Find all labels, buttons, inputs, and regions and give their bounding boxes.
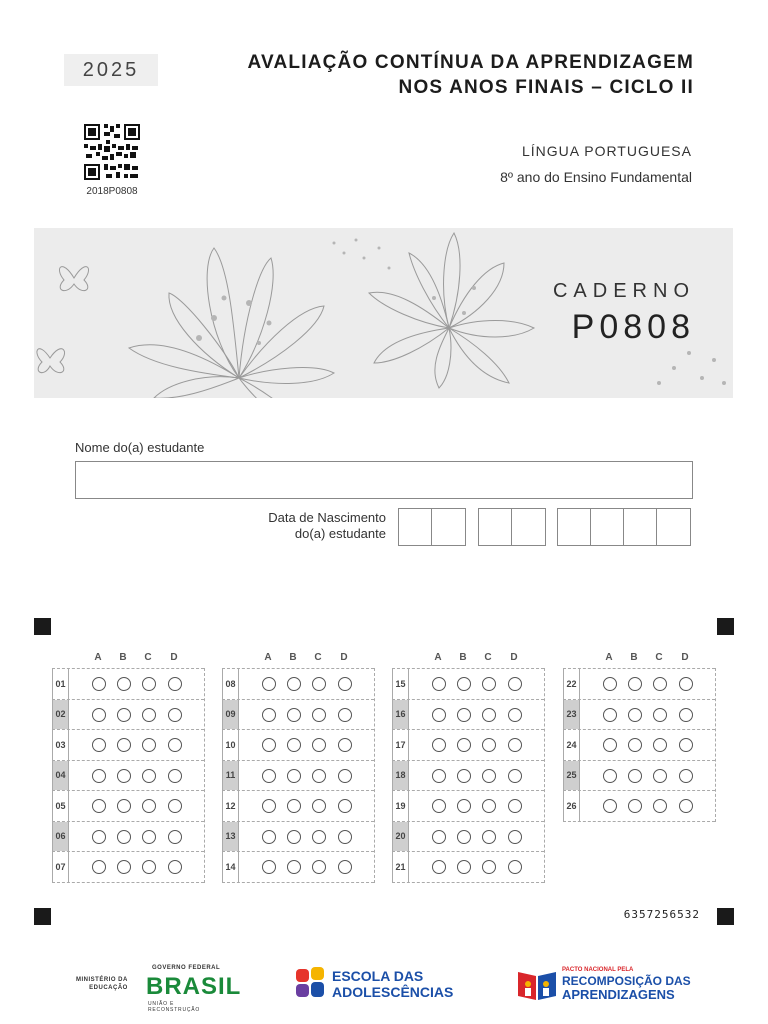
- answer-bubble[interactable]: [262, 677, 276, 691]
- answer-bubble[interactable]: [679, 769, 693, 783]
- answer-bubble[interactable]: [117, 708, 131, 722]
- question-number: 21: [392, 852, 409, 882]
- answer-bubble[interactable]: [457, 738, 471, 752]
- answer-bubble[interactable]: [312, 830, 326, 844]
- answer-bubble[interactable]: [628, 738, 642, 752]
- answer-bubble[interactable]: [457, 799, 471, 813]
- option-letter: B: [630, 652, 638, 663]
- answer-row: [222, 730, 374, 761]
- mec-line2: EDUCAÇÃO: [89, 985, 128, 991]
- answer-row: [222, 700, 374, 731]
- answer-bubble[interactable]: [482, 799, 496, 813]
- answer-bubble[interactable]: [142, 677, 156, 691]
- question-number: 17: [392, 730, 409, 760]
- answer-row: [563, 730, 715, 761]
- answer-rows: [392, 668, 545, 883]
- question-number: 02: [52, 700, 69, 730]
- answer-row: [222, 791, 374, 822]
- option-letter: D: [340, 652, 348, 663]
- option-letter: C: [144, 652, 152, 663]
- exam-title-line1: AVALIAÇÃO CONTÍNUA DA APRENDIZAGEM: [247, 52, 694, 73]
- birthdate-label-line1: Data de Nascimento: [268, 510, 386, 525]
- answer-bubble[interactable]: [482, 830, 496, 844]
- answer-bubble[interactable]: [432, 830, 446, 844]
- answer-bubble[interactable]: [603, 769, 617, 783]
- birthdate-digit-box[interactable]: [399, 509, 432, 545]
- answer-column: [563, 650, 716, 822]
- answer-row: [563, 700, 715, 731]
- answer-row: [563, 761, 715, 792]
- answer-bubble[interactable]: [262, 769, 276, 783]
- answer-bubble[interactable]: [287, 799, 301, 813]
- answer-row: [392, 761, 544, 792]
- butterfly-icon: [59, 267, 88, 291]
- answer-bubble[interactable]: [92, 708, 106, 722]
- mec-line1: MINISTÉRIO DA: [76, 977, 128, 983]
- pacto-logo-icon: [516, 968, 558, 1002]
- answer-row: [52, 791, 204, 822]
- answer-bubble[interactable]: [262, 830, 276, 844]
- answer-bubble[interactable]: [457, 830, 471, 844]
- answer-bubble[interactable]: [117, 860, 131, 874]
- answer-bubble[interactable]: [628, 769, 642, 783]
- exam-title: [248, 50, 694, 100]
- question-number: 12: [222, 791, 239, 821]
- escola-line1: ESCOLA DAS: [332, 968, 424, 984]
- answer-bubble[interactable]: [457, 708, 471, 722]
- birthdate-digit-box[interactable]: [479, 509, 512, 545]
- answer-bubble[interactable]: [92, 738, 106, 752]
- answer-column: [222, 650, 375, 883]
- year-badge: 2025: [64, 54, 158, 86]
- option-header: [563, 650, 716, 668]
- answer-column: [392, 650, 545, 883]
- question-number: 22: [563, 669, 580, 699]
- answer-bubble[interactable]: [168, 677, 182, 691]
- birthdate-day-field[interactable]: [398, 508, 466, 546]
- option-header: [52, 650, 205, 668]
- birthdate-digit-box[interactable]: [432, 509, 465, 545]
- question-number: 15: [392, 669, 409, 699]
- alignment-marker: [34, 618, 51, 635]
- question-number: 07: [52, 852, 69, 882]
- answer-bubble[interactable]: [653, 769, 667, 783]
- answer-bubble[interactable]: [338, 860, 352, 874]
- answer-row: [222, 668, 374, 700]
- answer-bubble[interactable]: [312, 799, 326, 813]
- answer-bubble[interactable]: [262, 738, 276, 752]
- governo-federal-logo: [142, 965, 242, 1013]
- option-letter: A: [264, 652, 272, 663]
- answer-bubble[interactable]: [142, 860, 156, 874]
- student-name-field[interactable]: [75, 461, 693, 499]
- option-letter: A: [605, 652, 613, 663]
- answer-row: [392, 852, 544, 883]
- question-number: 06: [52, 822, 69, 852]
- answer-bubble[interactable]: [432, 708, 446, 722]
- answer-row: [392, 700, 544, 731]
- answer-bubble[interactable]: [262, 799, 276, 813]
- birthdate-digit-box[interactable]: [591, 509, 624, 545]
- answer-bubble[interactable]: [338, 738, 352, 752]
- question-number: 01: [52, 669, 69, 699]
- option-letter: B: [289, 652, 297, 663]
- answer-bubble[interactable]: [508, 769, 522, 783]
- answer-bubble[interactable]: [432, 677, 446, 691]
- answer-bubble[interactable]: [432, 769, 446, 783]
- answer-bubble[interactable]: [142, 799, 156, 813]
- answer-bubble[interactable]: [457, 677, 471, 691]
- answer-row: [52, 761, 204, 792]
- option-letter: C: [314, 652, 322, 663]
- birthdate-label-line2: do(a) estudante: [294, 526, 386, 541]
- answer-bubble[interactable]: [168, 830, 182, 844]
- answer-row: [392, 822, 544, 853]
- option-header: [222, 650, 375, 668]
- question-number: 11: [222, 761, 239, 791]
- answer-bubble[interactable]: [287, 860, 301, 874]
- answer-bubble[interactable]: [338, 830, 352, 844]
- answer-row: [52, 668, 204, 700]
- answer-bubble[interactable]: [653, 738, 667, 752]
- birthdate-digit-box[interactable]: [657, 509, 690, 545]
- question-number: 26: [563, 791, 580, 821]
- question-number: 03: [52, 730, 69, 760]
- option-letter: C: [484, 652, 492, 663]
- answer-bubble[interactable]: [287, 708, 301, 722]
- question-number: 25: [563, 761, 580, 791]
- butterfly-icon: [37, 349, 65, 373]
- answer-bubble[interactable]: [262, 860, 276, 874]
- grade-label: 8º ano do Ensino Fundamental: [500, 169, 692, 185]
- answer-row: [392, 668, 544, 700]
- pacto-line3: APRENDIZAGENS: [562, 987, 675, 1002]
- answer-bubble[interactable]: [338, 769, 352, 783]
- answer-bubble[interactable]: [92, 769, 106, 783]
- answer-bubble[interactable]: [287, 677, 301, 691]
- answer-rows: [222, 668, 375, 883]
- answer-bubble[interactable]: [312, 860, 326, 874]
- answer-bubble[interactable]: [628, 799, 642, 813]
- answer-bubble[interactable]: [92, 677, 106, 691]
- answer-rows: [52, 668, 205, 883]
- question-number: 09: [222, 700, 239, 730]
- answer-bubble[interactable]: [287, 769, 301, 783]
- answer-row: [52, 822, 204, 853]
- answer-row: [52, 700, 204, 731]
- answer-bubble[interactable]: [338, 799, 352, 813]
- mec-logo: [76, 976, 128, 992]
- answer-row: [222, 822, 374, 853]
- answer-bubble[interactable]: [653, 708, 667, 722]
- birthdate-month-field[interactable]: [478, 508, 546, 546]
- birthdate-digit-box[interactable]: [512, 509, 545, 545]
- question-number: 08: [222, 669, 239, 699]
- caderno-label: CADERNO: [552, 280, 695, 302]
- answer-row: [392, 791, 544, 822]
- answer-bubble[interactable]: [142, 769, 156, 783]
- gov-line1: GOVERNO FEDERAL: [152, 965, 221, 971]
- answer-bubble[interactable]: [117, 769, 131, 783]
- birthdate-year-field[interactable]: [557, 508, 691, 546]
- answer-bubble[interactable]: [432, 738, 446, 752]
- answer-bubble[interactable]: [117, 830, 131, 844]
- question-number: 18: [392, 761, 409, 791]
- pacto-line1: PACTO NACIONAL PELA: [562, 967, 634, 973]
- answer-row: [52, 730, 204, 761]
- answer-bubble[interactable]: [628, 677, 642, 691]
- answer-bubble[interactable]: [142, 738, 156, 752]
- birthdate-label: [268, 510, 386, 542]
- answer-row: [392, 730, 544, 761]
- exam-title-line2: NOS ANOS FINAIS – CICLO II: [398, 77, 694, 98]
- answer-row: [563, 791, 715, 822]
- subject-label: LÍNGUA PORTUGUESA: [521, 143, 692, 159]
- option-letter: A: [434, 652, 442, 663]
- option-letter: D: [510, 652, 518, 663]
- answer-bubble[interactable]: [117, 738, 131, 752]
- question-number: 05: [52, 791, 69, 821]
- answer-bubble[interactable]: [603, 738, 617, 752]
- answer-bubble[interactable]: [508, 799, 522, 813]
- birthdate-digit-box[interactable]: [558, 509, 591, 545]
- answer-bubble[interactable]: [457, 860, 471, 874]
- escola-line2: ADOLESCÊNCIAS: [332, 984, 454, 1000]
- answer-bubble[interactable]: [142, 830, 156, 844]
- escola-logo-icon: [294, 965, 326, 1001]
- qr-code-text: 2018P0808: [86, 186, 138, 197]
- answer-bubble[interactable]: [168, 738, 182, 752]
- question-number: 04: [52, 761, 69, 791]
- question-number: 10: [222, 730, 239, 760]
- option-letter: C: [655, 652, 663, 663]
- gov-line2: UNIÃO E RECONSTRUÇÃO: [148, 1001, 201, 1013]
- answer-bubble[interactable]: [92, 830, 106, 844]
- caderno-banner: [34, 228, 733, 398]
- pacto-line2: RECOMPOSIÇÃO DAS: [562, 974, 691, 988]
- option-letter: A: [94, 652, 102, 663]
- question-number: 19: [392, 791, 409, 821]
- question-number: 20: [392, 822, 409, 852]
- answer-bubble[interactable]: [117, 677, 131, 691]
- barcode-number: 6357256532: [623, 908, 700, 921]
- answer-bubble[interactable]: [117, 799, 131, 813]
- option-header: [392, 650, 545, 668]
- answer-bubble[interactable]: [482, 677, 496, 691]
- answer-bubble[interactable]: [508, 830, 522, 844]
- question-number: 23: [563, 700, 580, 730]
- answer-bubble[interactable]: [312, 738, 326, 752]
- answer-bubble[interactable]: [679, 799, 693, 813]
- question-number: 14: [222, 852, 239, 882]
- answer-bubble[interactable]: [482, 738, 496, 752]
- answer-bubble[interactable]: [508, 738, 522, 752]
- option-letter: B: [459, 652, 467, 663]
- answer-bubble[interactable]: [603, 677, 617, 691]
- answer-bubble[interactable]: [92, 860, 106, 874]
- student-name-label: Nome do(a) estudante: [75, 440, 205, 455]
- answer-bubble[interactable]: [168, 860, 182, 874]
- answer-bubble[interactable]: [457, 769, 471, 783]
- answer-bubble[interactable]: [338, 677, 352, 691]
- answer-bubble[interactable]: [168, 769, 182, 783]
- caderno-code: P0808: [571, 308, 695, 346]
- answer-bubble[interactable]: [603, 708, 617, 722]
- birthdate-digit-box[interactable]: [624, 509, 657, 545]
- answer-bubble[interactable]: [508, 860, 522, 874]
- answer-bubble[interactable]: [168, 708, 182, 722]
- alignment-marker: [717, 618, 734, 635]
- answer-bubble[interactable]: [338, 708, 352, 722]
- question-number: 24: [563, 730, 580, 760]
- option-letter: B: [119, 652, 127, 663]
- answer-bubble[interactable]: [432, 860, 446, 874]
- answer-bubble[interactable]: [92, 799, 106, 813]
- answer-bubble[interactable]: [679, 738, 693, 752]
- answer-bubble[interactable]: [262, 708, 276, 722]
- option-letter: D: [170, 652, 178, 663]
- answer-bubble[interactable]: [312, 708, 326, 722]
- answer-row: [563, 668, 715, 700]
- answer-row: [222, 761, 374, 792]
- answer-bubble[interactable]: [679, 677, 693, 691]
- question-number: 13: [222, 822, 239, 852]
- answer-bubble[interactable]: [312, 677, 326, 691]
- alignment-marker: [717, 908, 734, 925]
- question-number: 16: [392, 700, 409, 730]
- alignment-marker: [34, 908, 51, 925]
- answer-bubble[interactable]: [679, 708, 693, 722]
- answer-bubble[interactable]: [653, 677, 667, 691]
- answer-bubble[interactable]: [482, 860, 496, 874]
- answer-bubble[interactable]: [432, 799, 446, 813]
- answer-bubble[interactable]: [482, 769, 496, 783]
- gov-word: BRASIL: [146, 973, 242, 1000]
- answer-bubble[interactable]: [628, 708, 642, 722]
- answer-bubble[interactable]: [653, 799, 667, 813]
- answer-row: [52, 852, 204, 883]
- qr-code-icon: [84, 124, 140, 180]
- answer-bubble[interactable]: [508, 708, 522, 722]
- answer-bubble[interactable]: [168, 799, 182, 813]
- answer-column: [52, 650, 205, 883]
- option-letter: D: [681, 652, 689, 663]
- answer-bubble[interactable]: [482, 708, 496, 722]
- answer-row: [222, 852, 374, 883]
- answer-bubble[interactable]: [287, 830, 301, 844]
- answer-bubble[interactable]: [603, 799, 617, 813]
- answer-rows: [563, 668, 716, 822]
- answer-bubble[interactable]: [312, 769, 326, 783]
- answer-bubble[interactable]: [508, 677, 522, 691]
- answer-bubble[interactable]: [287, 738, 301, 752]
- answer-bubble[interactable]: [142, 708, 156, 722]
